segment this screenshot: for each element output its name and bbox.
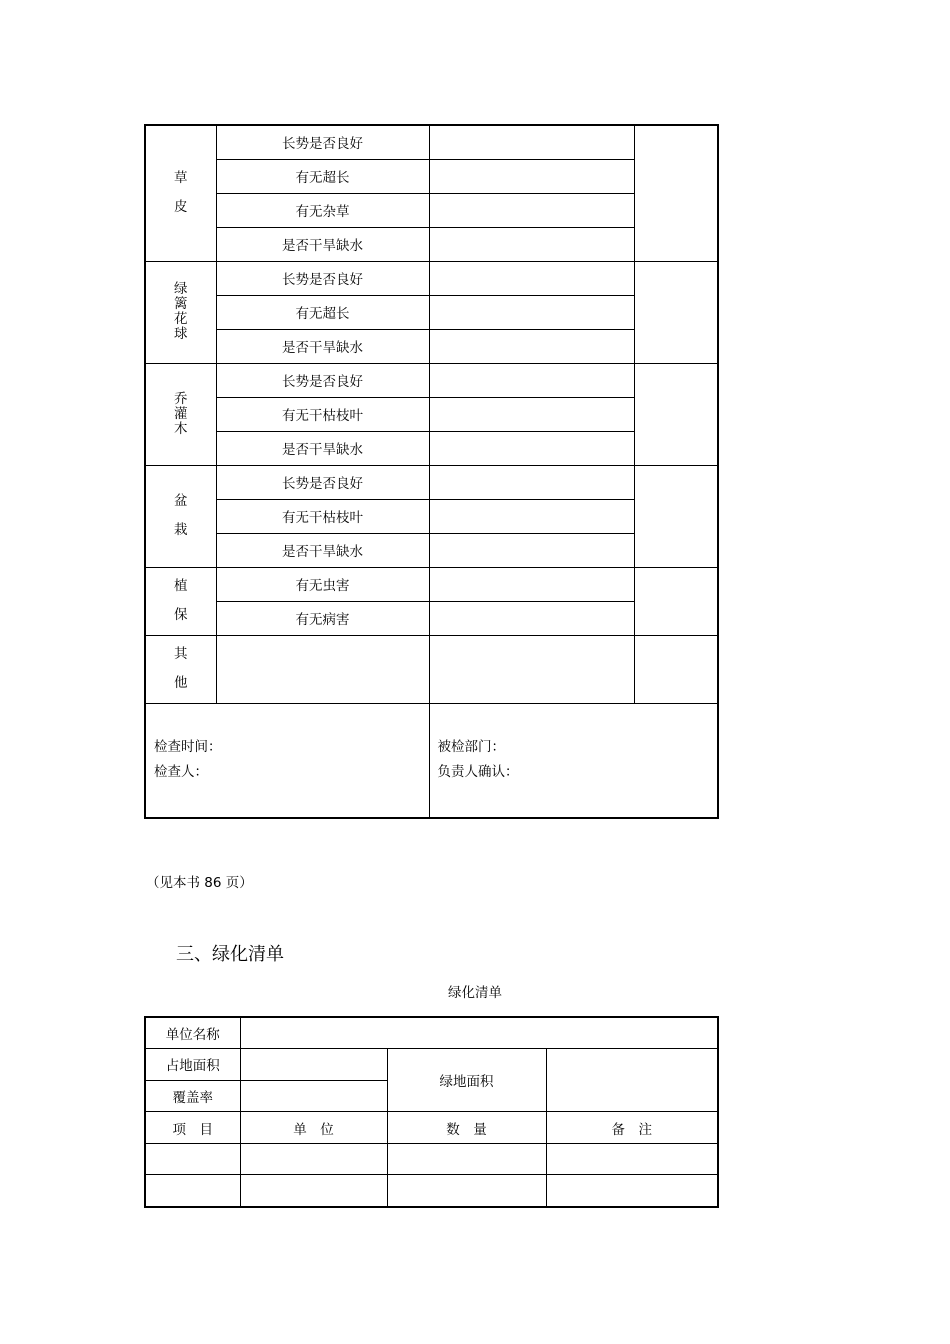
check-item: 是否干旱缺水 bbox=[216, 329, 429, 363]
remark-cell[interactable] bbox=[634, 635, 718, 703]
check-item: 有无超长 bbox=[216, 295, 429, 329]
section-heading: 三、绿化清单 bbox=[176, 944, 284, 965]
header-unit: 单 位 bbox=[240, 1112, 387, 1144]
result-cell[interactable] bbox=[429, 465, 634, 499]
remark-cell[interactable] bbox=[634, 465, 718, 567]
check-item: 是否干旱缺水 bbox=[216, 533, 429, 567]
result-cell[interactable] bbox=[429, 295, 634, 329]
result-cell[interactable] bbox=[429, 533, 634, 567]
remark-cell[interactable] bbox=[634, 567, 718, 635]
header-remark: 备 注 bbox=[546, 1112, 718, 1144]
footer-left bbox=[145, 703, 429, 818]
green-area-value[interactable] bbox=[546, 1049, 718, 1112]
check-item: 有无虫害 bbox=[216, 567, 429, 601]
page-reference-note: （见本书 86 页） bbox=[146, 875, 253, 891]
result-cell[interactable] bbox=[429, 363, 634, 397]
check-item: 有无超长 bbox=[216, 159, 429, 193]
category-lawn: 草 皮 bbox=[145, 125, 216, 261]
unit-name-value[interactable] bbox=[240, 1017, 718, 1049]
check-item: 有无干枯枝叶 bbox=[216, 397, 429, 431]
result-cell[interactable] bbox=[429, 159, 634, 193]
check-time-label: 检查时间： bbox=[154, 739, 222, 756]
result-cell[interactable] bbox=[429, 125, 634, 159]
check-item: 有无病害 bbox=[216, 601, 429, 635]
list-cell[interactable] bbox=[145, 1175, 240, 1207]
land-area-label: 占地面积 bbox=[145, 1049, 240, 1081]
remark-cell[interactable] bbox=[634, 363, 718, 465]
land-area-value[interactable] bbox=[240, 1049, 387, 1081]
check-item: 是否干旱缺水 bbox=[216, 227, 429, 261]
result-cell[interactable] bbox=[429, 431, 634, 465]
result-cell[interactable] bbox=[429, 261, 634, 295]
list-cell[interactable] bbox=[387, 1175, 546, 1207]
category-potted-plants: 盆 栽 bbox=[145, 465, 216, 567]
result-cell[interactable] bbox=[429, 193, 634, 227]
check-item: 长势是否良好 bbox=[216, 125, 429, 159]
inspected-dept-label: 被检部门： bbox=[437, 739, 505, 756]
result-cell[interactable] bbox=[429, 567, 634, 601]
check-item: 有无杂草 bbox=[216, 193, 429, 227]
list-cell[interactable] bbox=[546, 1175, 718, 1207]
check-item-blank[interactable] bbox=[216, 635, 429, 703]
unit-name-label: 单位名称 bbox=[145, 1017, 240, 1049]
result-cell[interactable] bbox=[429, 635, 634, 703]
inspection-table bbox=[144, 124, 719, 819]
list-cell[interactable] bbox=[240, 1175, 387, 1207]
coverage-label: 覆盖率 bbox=[145, 1080, 240, 1112]
result-cell[interactable] bbox=[429, 397, 634, 431]
result-cell[interactable] bbox=[429, 499, 634, 533]
result-cell[interactable] bbox=[429, 227, 634, 261]
check-item: 长势是否良好 bbox=[216, 261, 429, 295]
footer-right bbox=[429, 703, 718, 818]
remark-cell[interactable] bbox=[634, 125, 718, 261]
green-list-table bbox=[144, 1016, 719, 1208]
category-other: 其 他 bbox=[145, 635, 216, 703]
check-item: 长势是否良好 bbox=[216, 465, 429, 499]
category-plant-protection: 植 保 bbox=[145, 567, 216, 635]
result-cell[interactable] bbox=[429, 329, 634, 363]
category-hedge-flower-ball: 绿 篱 花 球 bbox=[145, 261, 216, 363]
header-item: 项 目 bbox=[145, 1112, 240, 1144]
category-trees-shrubs: 乔 灌 木 bbox=[145, 363, 216, 465]
table-caption: 绿化清单 bbox=[448, 985, 502, 1001]
list-cell[interactable] bbox=[387, 1143, 546, 1175]
list-cell[interactable] bbox=[546, 1143, 718, 1175]
header-quantity: 数 量 bbox=[387, 1112, 546, 1144]
list-cell[interactable] bbox=[240, 1143, 387, 1175]
result-cell[interactable] bbox=[429, 601, 634, 635]
inspector-label: 检查人： bbox=[154, 764, 208, 781]
check-item: 长势是否良好 bbox=[216, 363, 429, 397]
list-cell[interactable] bbox=[145, 1143, 240, 1175]
check-item: 是否干旱缺水 bbox=[216, 431, 429, 465]
green-area-label: 绿地面积 bbox=[387, 1049, 546, 1112]
coverage-value[interactable] bbox=[240, 1080, 387, 1112]
responsible-confirm-label: 负责人确认： bbox=[437, 764, 519, 781]
remark-cell[interactable] bbox=[634, 261, 718, 363]
check-item: 有无干枯枝叶 bbox=[216, 499, 429, 533]
